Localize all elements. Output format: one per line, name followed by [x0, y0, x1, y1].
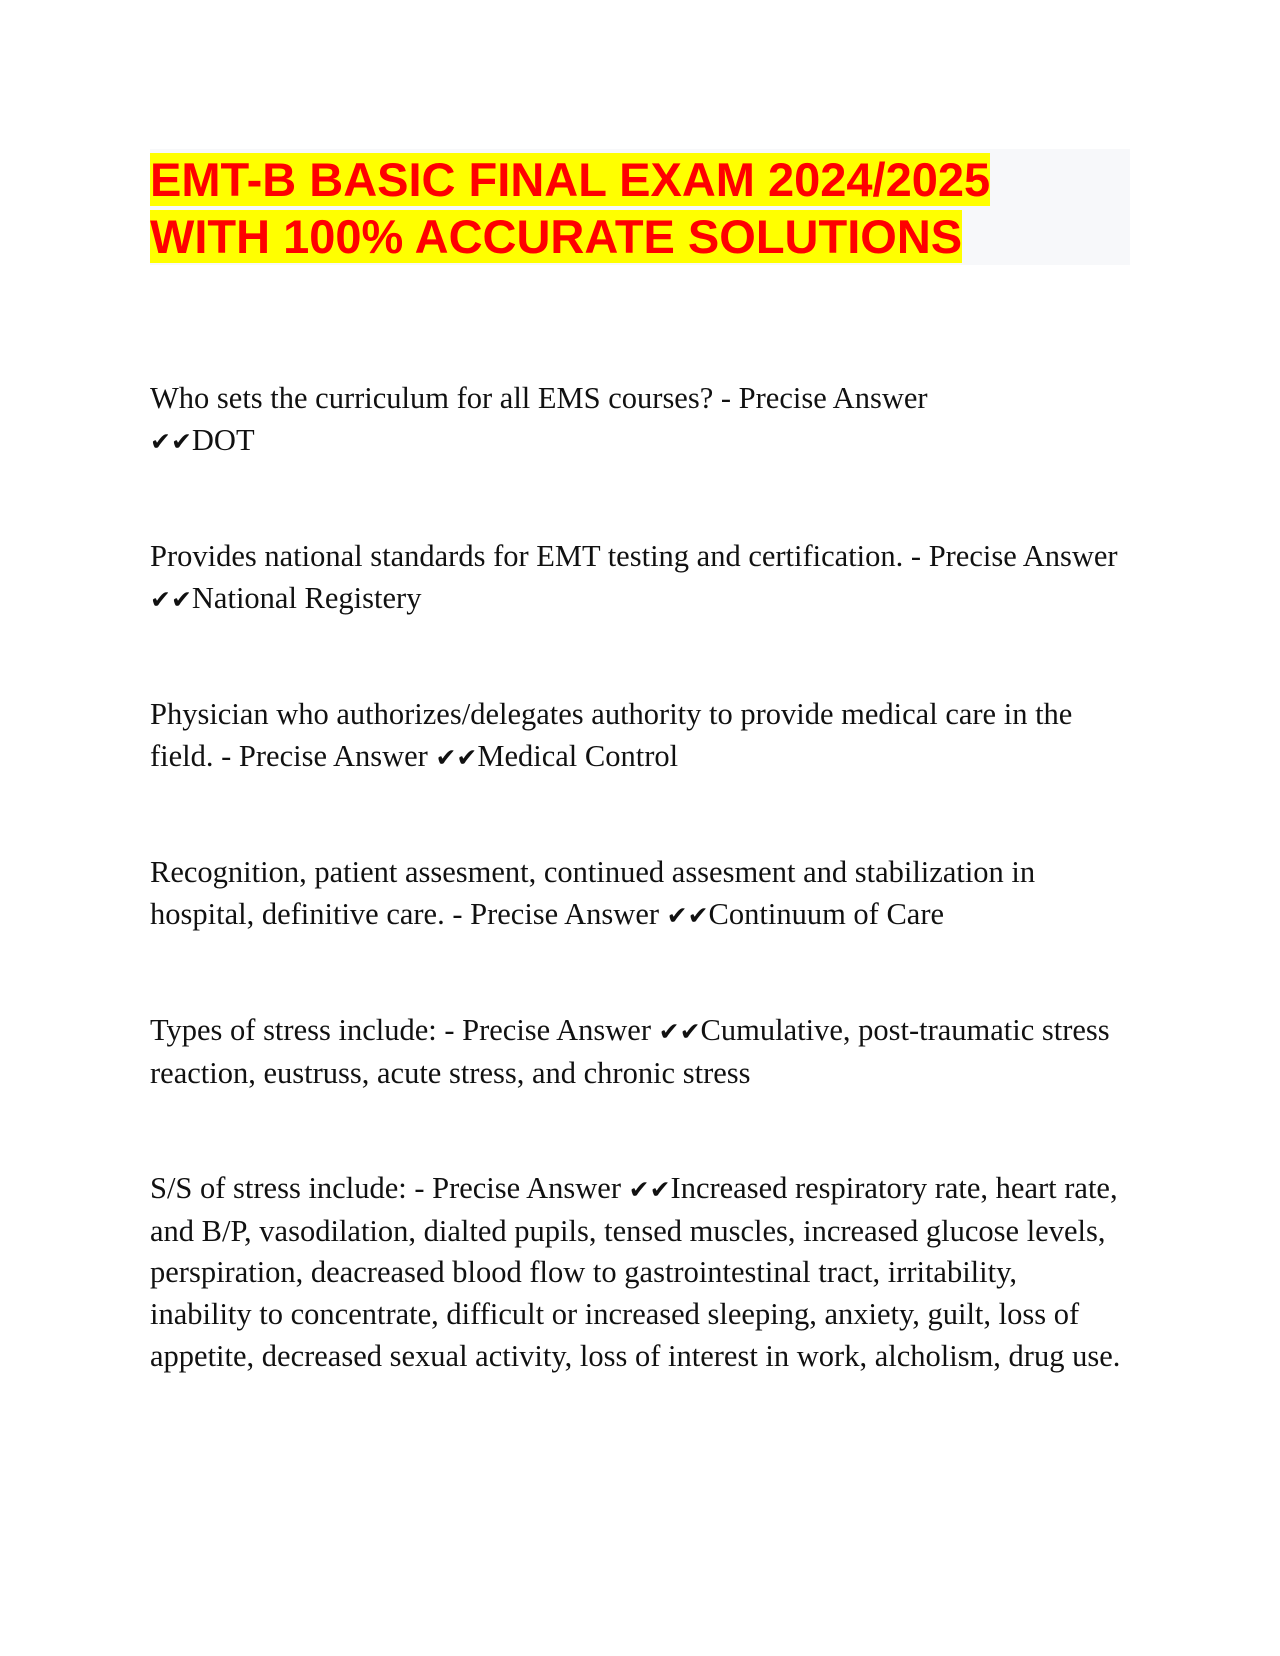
document-title: [150, 151, 1050, 265]
answer-text: Medical Control: [477, 738, 679, 773]
qa-item-5: [150, 1010, 1125, 1094]
check-icon: ✔✔: [666, 900, 709, 930]
qa-item-2: [150, 536, 1125, 620]
question-text: Physician who authorizes/delegates authority to provide medical care in the field. - Precise Answer: [150, 697, 1073, 773]
title-line-1: EMT-B BASIC FINAL EXAM 2024/2025: [150, 153, 991, 206]
answer-text: Continuum of Care: [708, 896, 945, 931]
qa-item-1: [150, 378, 1125, 462]
check-icon: ✔✔: [435, 742, 478, 772]
answer-text: Increased respiratory rate, heart rate, and B/P, vasodilation, dialted pupils, tensed muscles, increased glucose levels, perspiration, deacreased blood flow to gastrointestinal tract, irritability, inability to concentrate, difficult or increased sleeping, anxiety, guilt, loss of appetite, decreased sexual activity, loss of interest in work, alcholism, drug use.: [150, 1171, 1121, 1373]
answer-text: Cumulative, post-traumatic stress reaction, eustruss, acute stress, and chronic stress: [150, 1013, 1110, 1090]
qa-item-4: [150, 852, 1125, 936]
question-text: S/S of stress include: - Precise Answer: [150, 1171, 629, 1205]
qa-item-3: [150, 694, 1125, 778]
check-icon: ✔✔: [150, 426, 192, 456]
answer-text: DOT: [191, 422, 255, 457]
qa-item-6: [150, 1168, 1125, 1378]
answer-text: National Registery: [191, 580, 422, 615]
question-text: Provides national standards for EMT testing and certification. - Precise Answer: [150, 539, 1118, 573]
question-text: Types of stress include: - Precise Answer: [150, 1013, 659, 1047]
check-icon: ✔✔: [628, 1175, 671, 1204]
title-line-2: WITH 100% ACCURATE SOLUTIONS: [150, 210, 963, 263]
question-text: Recognition, patient assesment, continued assesment and stabilization in hospital, definitive care. - Precise Answer: [150, 855, 1036, 931]
check-icon: ✔✔: [658, 1017, 701, 1046]
check-icon: ✔✔: [150, 584, 192, 614]
question-text: Who sets the curriculum for all EMS courses? - Precise Answer: [150, 381, 928, 415]
